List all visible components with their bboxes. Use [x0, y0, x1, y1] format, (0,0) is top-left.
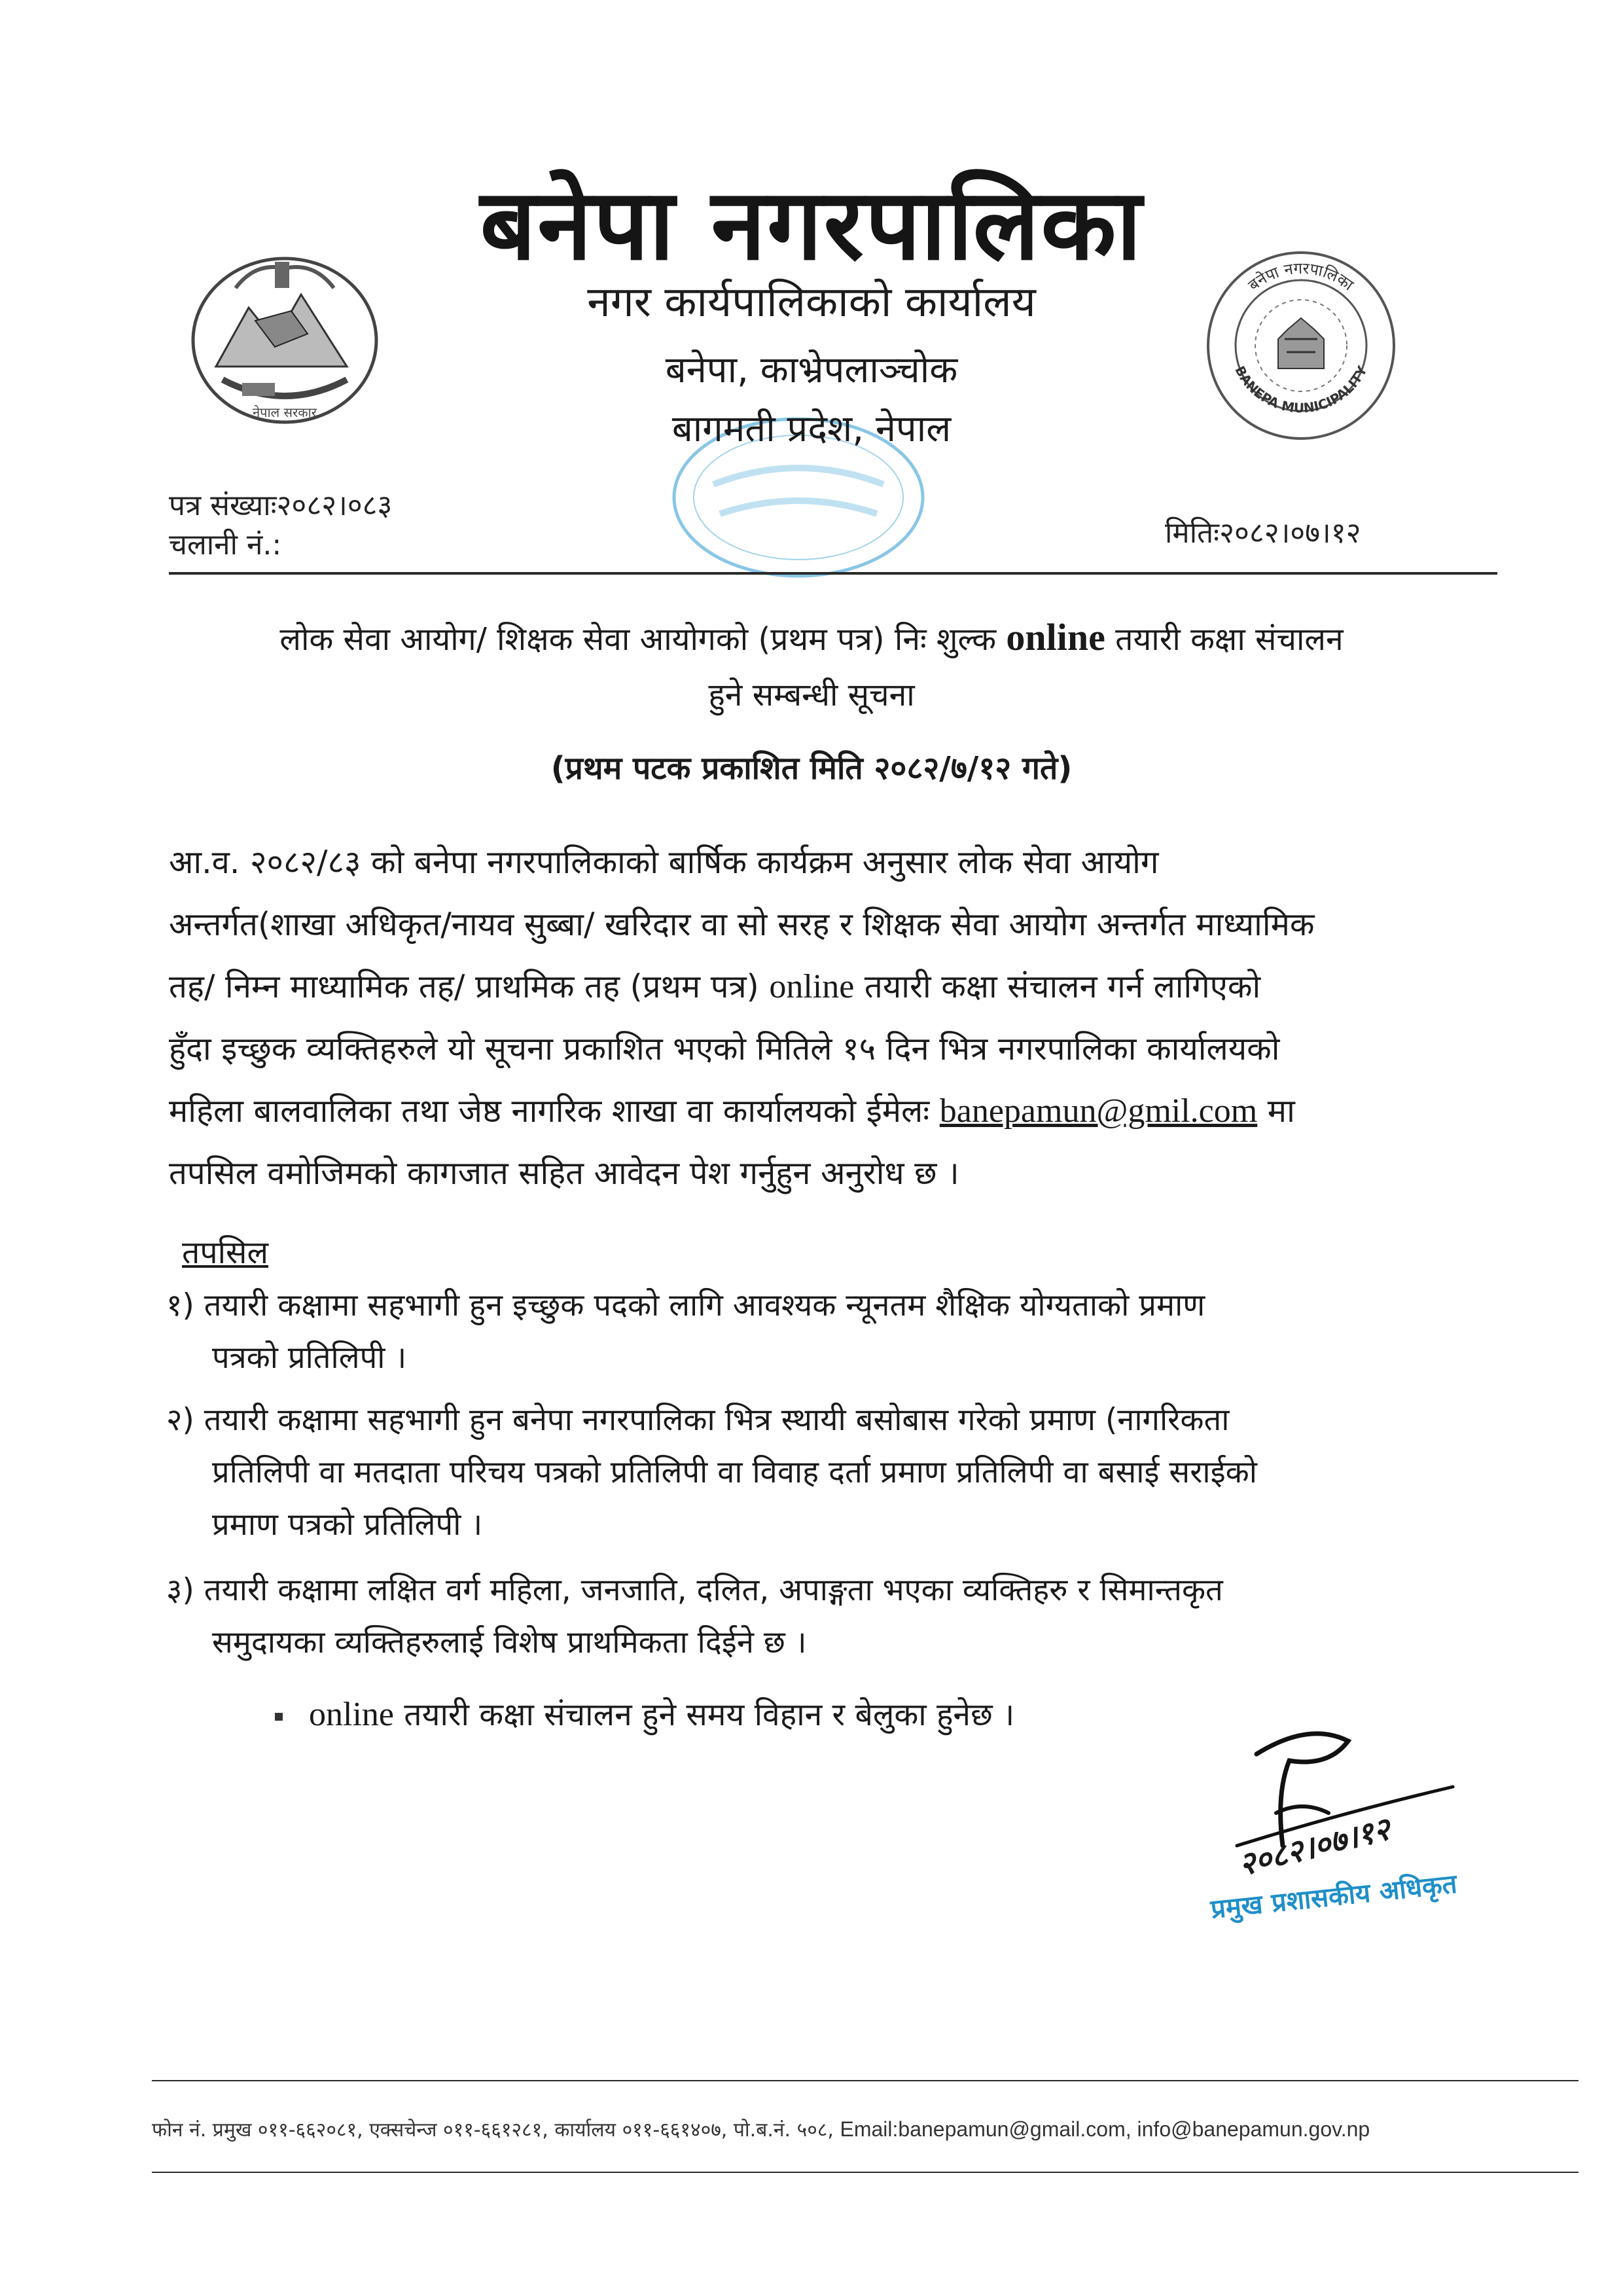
footer-divider-bottom — [152, 2172, 1578, 2173]
subject-line-2: हुने सम्बन्धी सूचना — [708, 677, 915, 713]
body-line: महिला बालवालिका तथा जेष्ठ नागरिक शाखा वा कार्यालयको ईमेलः banepamun@gmil.com मा — [169, 1092, 1295, 1130]
officer-designation: प्रमुख प्रशासकीय अधिकृत — [1209, 1869, 1459, 1925]
emblem-caption: नेपाल सरकार — [253, 404, 317, 420]
seal-text-en: BANEPA MUNICIPALITY — [1232, 363, 1370, 416]
list-item: ३) तयारी कक्षामा लक्षित वर्ग महिला, जनजाति, दलित, अपाङ्गता भएका व्यक्तिहरु र सिमान्तकृत समुदायका व्यक्तिहरुलाई विशेष प्राथमिकता दिईने छ । — [166, 1572, 1223, 1660]
seal-text-np: बनेपा नगरपालिका — [1244, 259, 1357, 295]
bullet-icon — [275, 1713, 283, 1721]
body-line: तपसिल वमोजिमको कागजात सहित आवेदन पेश गर्नुहुन अनुरोध छ । — [169, 1155, 959, 1192]
subject-text-after: तयारी कक्षा संचालन — [1115, 621, 1344, 658]
body-paragraph — [169, 831, 1315, 1204]
organization-name: बनेपा नगरपालिका — [480, 168, 1143, 282]
online-word: online — [769, 968, 855, 1005]
bullet-note: online तयारी कक्षा संचालन हुने समय विहान र बेलुका हुनेछ । — [275, 1693, 1014, 1735]
list-item: २) तयारी कक्षामा सहभागी हुन बनेपा नगरपालिका भित्र स्थायी बसोबास गरेको प्रमाण (नागरिकता प्रतिलिपी वा मतदाता परिचय पत्रको प्रतिलिपी वा विवाह दर्ता प्रमाण प्रतिलिपी वा बसाई सराईको प्रमाण पत्रको प्रतिलिपी । — [166, 1402, 1257, 1543]
body-line: हुँदा इच्छुक व्यक्तिहरुले यो सूचना प्रकाशित भएको मितिले १५ दिन भित्र नगरपालिका कार्यालयको — [169, 1030, 1280, 1067]
subject-line-1 — [0, 615, 1623, 660]
subject-online-highlight: online — [1006, 616, 1105, 658]
header-divider — [169, 572, 1497, 575]
footer-emails[interactable]: Email:banepamun@gmail.com, info@banepamun.gov.np — [840, 2117, 1370, 2141]
body-line: आ.व. २०८२/८३ को बनेपा नगरपालिकाको बार्षिक कार्यक्रम अनुसार लोक सेवा आयोग — [169, 844, 1159, 881]
tapsil-heading: तपसिल — [182, 1234, 269, 1271]
subject-text-before: लोक सेवा आयोग/ शिक्षक सेवा आयोगको (प्रथम पत्र) निः शुल्क — [279, 621, 997, 658]
letter-number: पत्र संख्याः२०८२।०८३ — [169, 489, 393, 522]
address-line-1: बनेपा, काभ्रेपलाञ्चोक — [665, 349, 958, 391]
dispatch-number: चलानी नं.: — [169, 528, 282, 562]
body-line: तह/ निम्न माध्यामिक तह/ प्राथमिक तह (प्रथम पत्र) online तयारी कक्षा संचालन गर्न लागिएको — [169, 968, 1261, 1005]
office-name: नगर कार्यपालिकाको कार्यालय — [587, 278, 1036, 327]
email-link[interactable]: banepamun@gmil.com — [939, 1092, 1258, 1130]
signature-date: २०८२।०७।१२ — [1235, 1810, 1394, 1884]
footer-phones: फोन नं. प्रमुख ०११-६६२०८१, एक्सचेन्ज ०११-६६१२८१, कार्यालय ०११-६६१४०७, पो.ब.नं. ५०८, — [152, 2119, 834, 2142]
body-line: अन्तर्गत(शाखा अधिकृत/नायव सुब्बा/ खरिदार वा सो सरह र शिक्षक सेवा आयोग अन्तर्गत माध्यामिक — [169, 906, 1315, 943]
letter-date: मितिः२०८२।०७।१२ — [1165, 516, 1361, 550]
footer-divider-top — [152, 2080, 1578, 2081]
footer-contact — [152, 2115, 1370, 2142]
address-line-2: बागमती प्रदेश, नेपाल — [671, 408, 952, 450]
publish-note: (प्रथम पटक प्रकाशित मिति २०८२/७/१२ गते) — [550, 750, 1073, 787]
list-item: १) तयारी कक्षामा सहभागी हुन इच्छुक पदको लागि आवश्यक न्यूनतम शैक्षिक योग्यताको प्रमाण पत्रको प्रतिलिपी । — [166, 1287, 1205, 1376]
